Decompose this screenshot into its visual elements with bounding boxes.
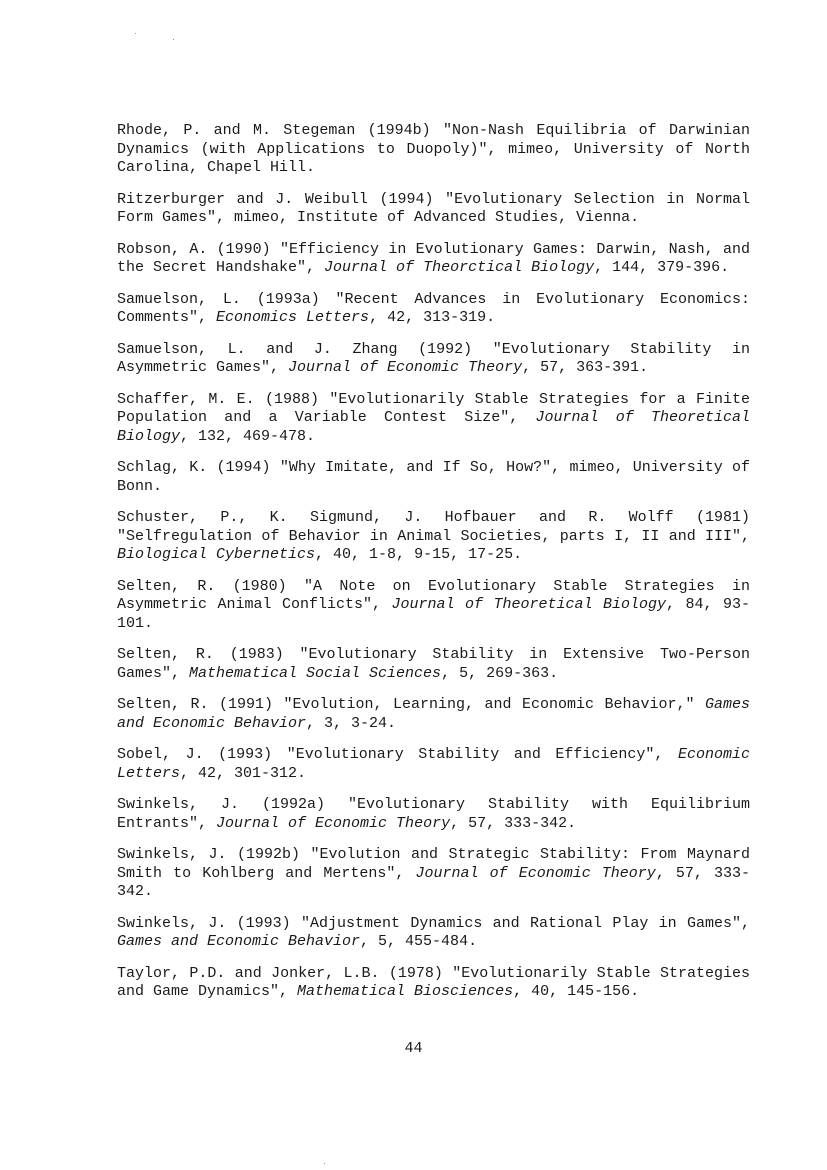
reference-entry: Swinkels, J. (1992a) "Evolutionary Stability with Equilibrium Entrants", Journal of Economic Theory, 57, 333-342. xyxy=(117,796,750,832)
page-number: 44 xyxy=(404,1040,423,1057)
reference-entry: Selten, R. (1991) "Evolution, Learning, and Economic Behavior," Games and Economic Behavior, 3, 3-24. xyxy=(117,696,750,732)
reference-entry: Schuster, P., K. Sigmund, J. Hofbauer and R. Wolff (1981) "Selfregulation of Behavior in Animal Societies, parts I, II and III", Biological Cybernetics, 40, 1-8, 9-15, 17-25. xyxy=(117,509,750,563)
reference-entry: Schlag, K. (1994) "Why Imitate, and If So, How?", mimeo, University of Bonn. xyxy=(117,459,750,495)
reference-entry: Rhode, P. and M. Stegeman (1994b) "Non-Nash Equilibria of Darwinian Dynamics (with Applications to Duopoly)", mimeo, University of North Carolina, Chapel Hill. xyxy=(117,122,750,176)
reference-entry: Robson, A. (1990) "Efficiency in Evolutionary Games: Darwin, Nash, and the Secret Handshake", Journal of Theorctical Biology, 144, 379-396. xyxy=(117,240,750,276)
reference-entry: Samuelson, L. and J. Zhang (1992) "Evolutionary Stability in Asymmetric Games", Journal of Economic Theory, 57, 363-391. xyxy=(117,340,750,376)
reference-entry: Selten, R. (1983) "Evolutionary Stability in Extensive Two-Person Games", Mathematical Social Sciences, 5, 269-363. xyxy=(117,646,750,682)
reference-entry: Schaffer, M. E. (1988) "Evolutionarily Stable Strategies for a Finite Population and a Variable Contest Size", Journal of Theoretical Biology, 132, 469-478. xyxy=(117,390,750,445)
reference-entry: Ritzerburger and J. Weibull (1994) "Evolutionary Selection in Normal Form Games", mimeo, Institute of Advanced Studies, Vienna. xyxy=(117,190,750,226)
reference-entry: Swinkels, J. (1992b) "Evolution and Strategic Stability: From Maynard Smith to Kohlberg and Mertens", Journal of Economic Theory, 57, 333-342. xyxy=(117,846,751,900)
reference-entry: Sobel, J. (1993) "Evolutionary Stability and Efficiency", Economic Letters, 42, 301-312. xyxy=(117,746,750,782)
reference-entry: Samuelson, L. (1993a) "Recent Advances in Evolutionary Economics: Comments", Economics Letters, 42, 313-319. xyxy=(117,290,750,326)
reference-list xyxy=(117,122,750,1015)
reference-entry: Taylor, P.D. and Jonker, L.B. (1978) "Evolutionarily Stable Strategies and Game Dynamics", Mathematical Biosciences, 40, 145-156. xyxy=(117,964,750,1000)
reference-entry: Swinkels, J. (1993) "Adjustment Dynamics and Rational Play in Games", Games and Economic Behavior, 5, 455-484. xyxy=(117,914,750,950)
reference-entry: Selten, R. (1980) "A Note on Evolutionary Stable Strategies in Asymmetric Animal Conflicts", Journal of Theoretical Biology, 84, 93-101. xyxy=(117,577,751,632)
